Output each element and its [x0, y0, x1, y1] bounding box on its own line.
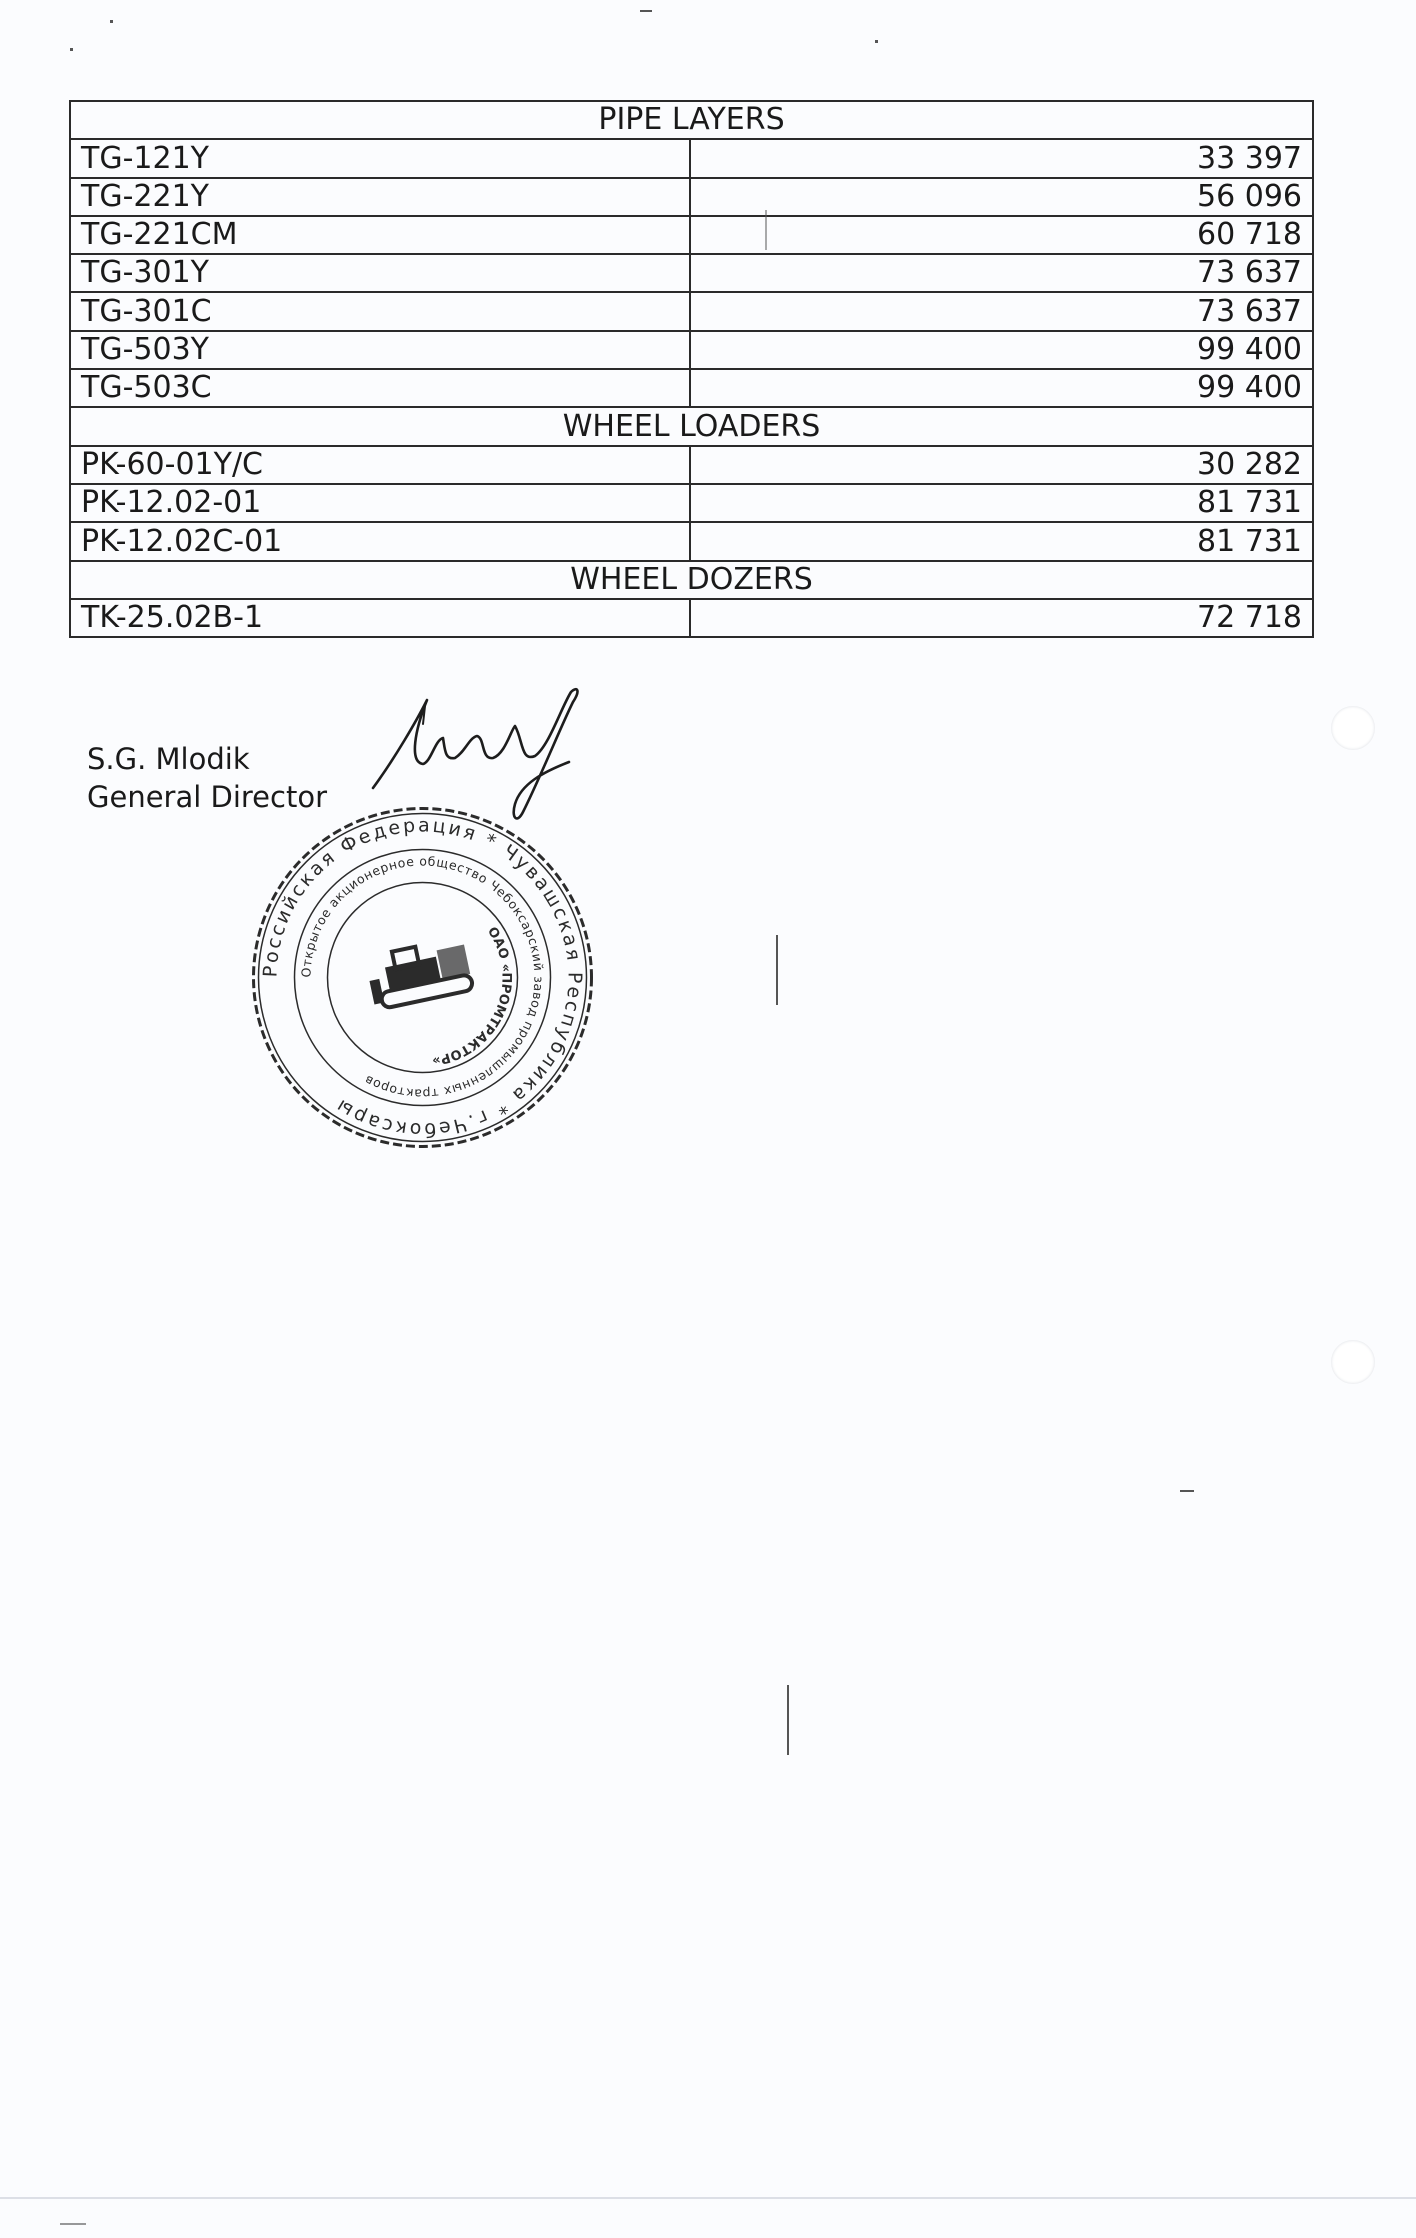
- signer-position: General Director: [87, 780, 328, 814]
- model-cell: PK-12.02C-01: [70, 522, 690, 560]
- company-seal: [250, 805, 595, 1150]
- svg-text:ОАО «ПРОМТРАКТОР»: ОАО «ПРОМТРАКТОР»: [430, 924, 514, 1068]
- section-header-row: [70, 407, 1313, 445]
- model-cell: PK-60-01Y/C: [70, 446, 690, 484]
- table-row: [70, 254, 1313, 292]
- scan-speck: [1180, 1490, 1194, 1492]
- model-cell: TG-221Y: [70, 178, 690, 216]
- section-title: WHEEL LOADERS: [70, 407, 1313, 445]
- model-cell: PK-12.02-01: [70, 484, 690, 522]
- table-row: [70, 331, 1313, 369]
- price-cell: 81 731: [690, 484, 1313, 522]
- table-row: [70, 216, 1313, 254]
- table-row: [70, 484, 1313, 522]
- scan-speck: [875, 40, 878, 43]
- price-cell: 56 096: [690, 178, 1313, 216]
- model-cell: TK-25.02B-1: [70, 599, 690, 637]
- section-title: WHEEL DOZERS: [70, 561, 1313, 599]
- price-cell: 60 718: [690, 216, 1313, 254]
- price-cell: 99 400: [690, 331, 1313, 369]
- scan-speck: [60, 2223, 86, 2225]
- price-cell: 73 637: [690, 292, 1313, 330]
- svg-text:Открытое акционерное общество: Открытое акционерное общество Чебоксарский завод промышленных тракторов: [298, 853, 547, 1102]
- price-table: [69, 100, 1314, 638]
- section-title: PIPE LAYERS: [70, 101, 1313, 139]
- model-cell: TG-221CM: [70, 216, 690, 254]
- price-cell: 33 397: [690, 139, 1313, 177]
- price-table-body: [70, 101, 1313, 637]
- model-cell: TG-301Y: [70, 254, 690, 292]
- price-cell: 73 637: [690, 254, 1313, 292]
- table-row: [70, 178, 1313, 216]
- table-row: [70, 599, 1313, 637]
- scan-speck: [70, 48, 73, 51]
- model-cell: TG-121Y: [70, 139, 690, 177]
- model-cell: TG-301C: [70, 292, 690, 330]
- price-cell: 30 282: [690, 446, 1313, 484]
- table-row: [70, 139, 1313, 177]
- price-cell: 99 400: [690, 369, 1313, 407]
- scan-edge-line: [0, 2197, 1416, 2199]
- signer-name: S.G. Mlodik: [87, 742, 250, 776]
- price-cell: 81 731: [690, 522, 1313, 560]
- model-cell: TG-503C: [70, 369, 690, 407]
- scan-speck: [765, 210, 767, 250]
- table-row: [70, 522, 1313, 560]
- scan-speck: [640, 10, 652, 12]
- punch-hole: [1331, 706, 1375, 750]
- table-row: [70, 369, 1313, 407]
- scan-speck: [776, 935, 778, 1005]
- price-cell: 72 718: [690, 599, 1313, 637]
- section-header-row: [70, 561, 1313, 599]
- table-row: [70, 292, 1313, 330]
- table-row: [70, 446, 1313, 484]
- punch-hole: [1331, 1340, 1375, 1384]
- svg-text:Российская Федерация * Чувашск: Российская Федерация * Чувашская Республика * г.Чебоксары: [259, 814, 586, 1141]
- section-header-row: [70, 101, 1313, 139]
- model-cell: TG-503Y: [70, 331, 690, 369]
- scan-speck: [787, 1685, 789, 1755]
- scan-speck: [110, 20, 113, 23]
